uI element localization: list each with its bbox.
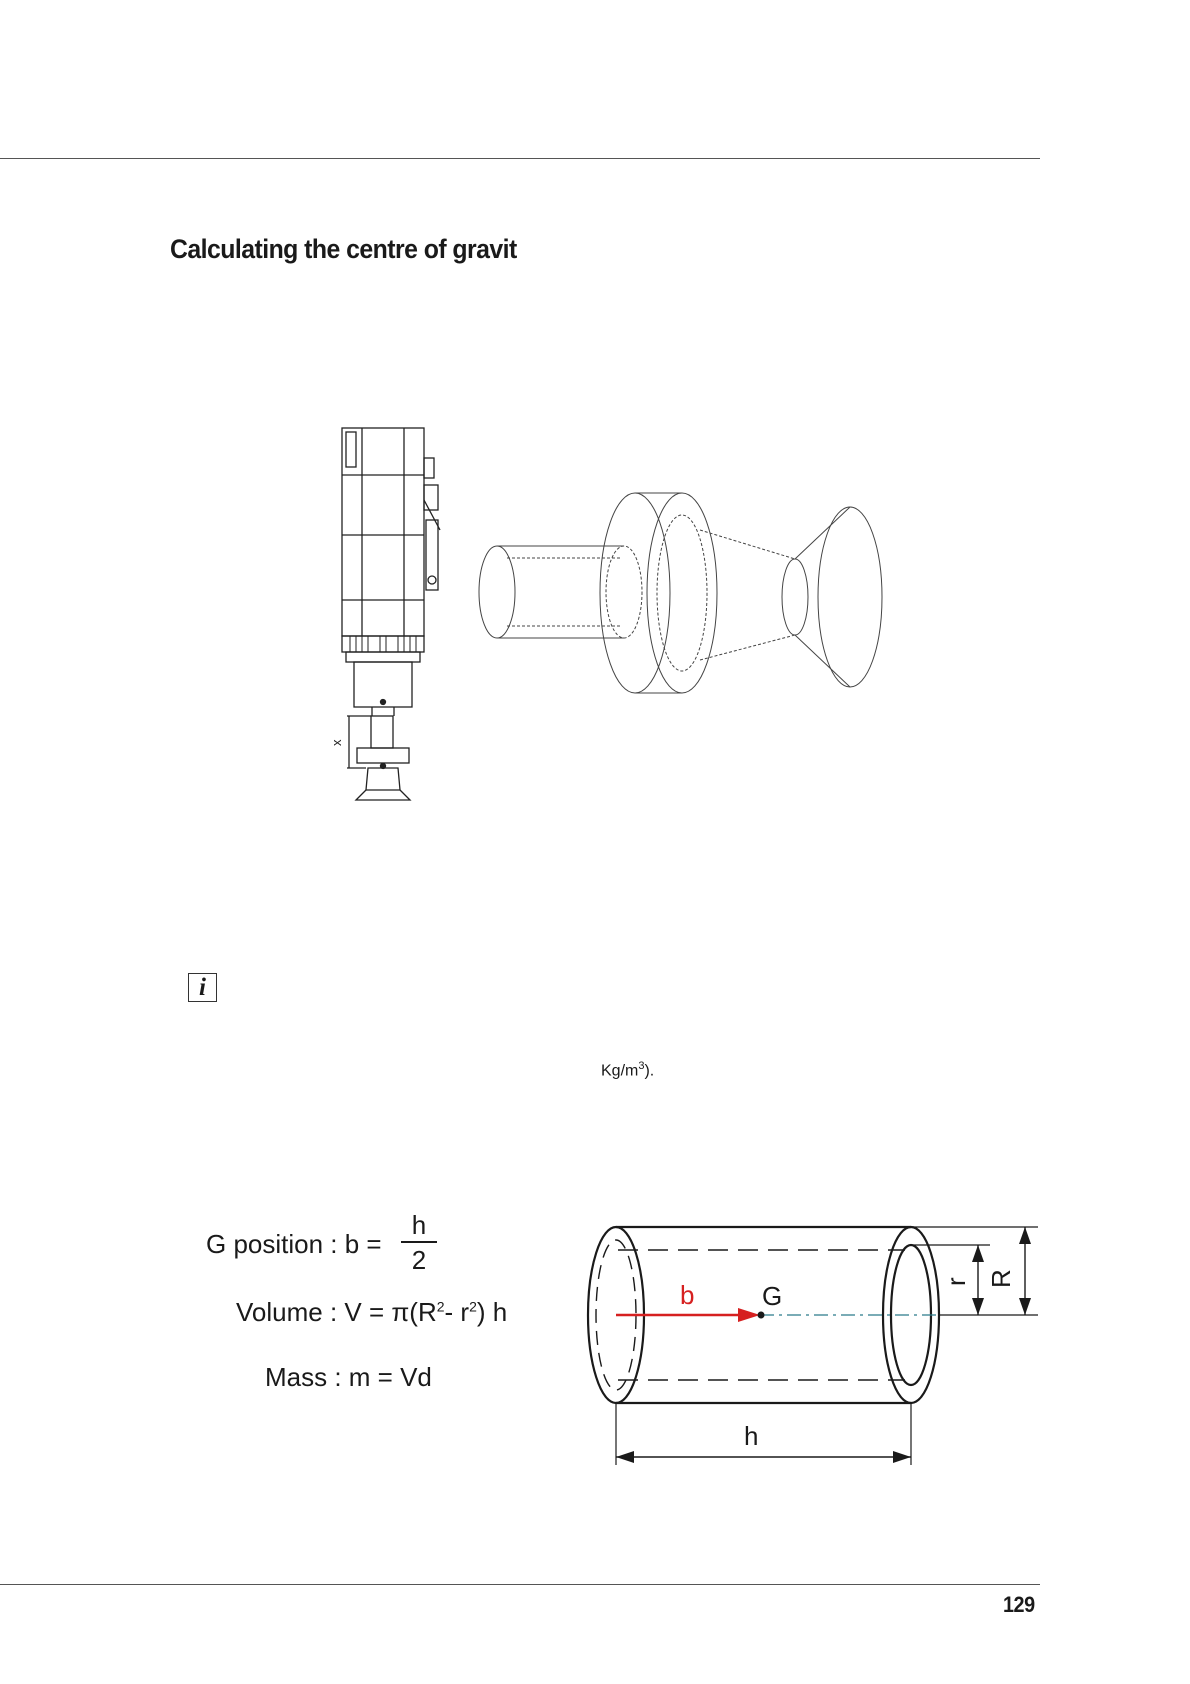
info-icon: i [188,973,217,1002]
b-arrow [616,1308,760,1322]
g-position-fraction [401,1210,437,1275]
volume-formula: Volume : $V = \pi(R^2-$ $r^2$) h [236,1297,508,1327]
gravity-center-point [758,1312,765,1319]
tube-diagram [588,1227,1038,1465]
exploded-disk [600,493,717,693]
g-position-formula: G position : b = [206,1229,382,1259]
exploded-cone [700,507,882,687]
actuator-drawing [342,428,440,800]
label-h: h [744,1421,759,1451]
density-unit-note: $Kg/m^3$). [601,1060,655,1080]
label-b: b [680,1280,695,1310]
label-G: G [762,1281,783,1311]
label-r: r [941,1277,971,1286]
fraction-numerator: h [411,1210,427,1240]
mass-formula: Mass : m = Vd [265,1362,432,1392]
fraction-bar [401,1241,437,1243]
exploded-cylinder [479,546,642,638]
page-title: Calculating the centre of gravit [170,234,517,264]
page-number: 129 [1003,1592,1035,1617]
footer-rule [0,1584,1040,1585]
dimension-arrowheads [616,1227,1031,1463]
actuator-dimension-label: x [329,739,344,746]
fraction-denominator: 2 [411,1245,427,1275]
label-R: R [986,1269,1016,1288]
